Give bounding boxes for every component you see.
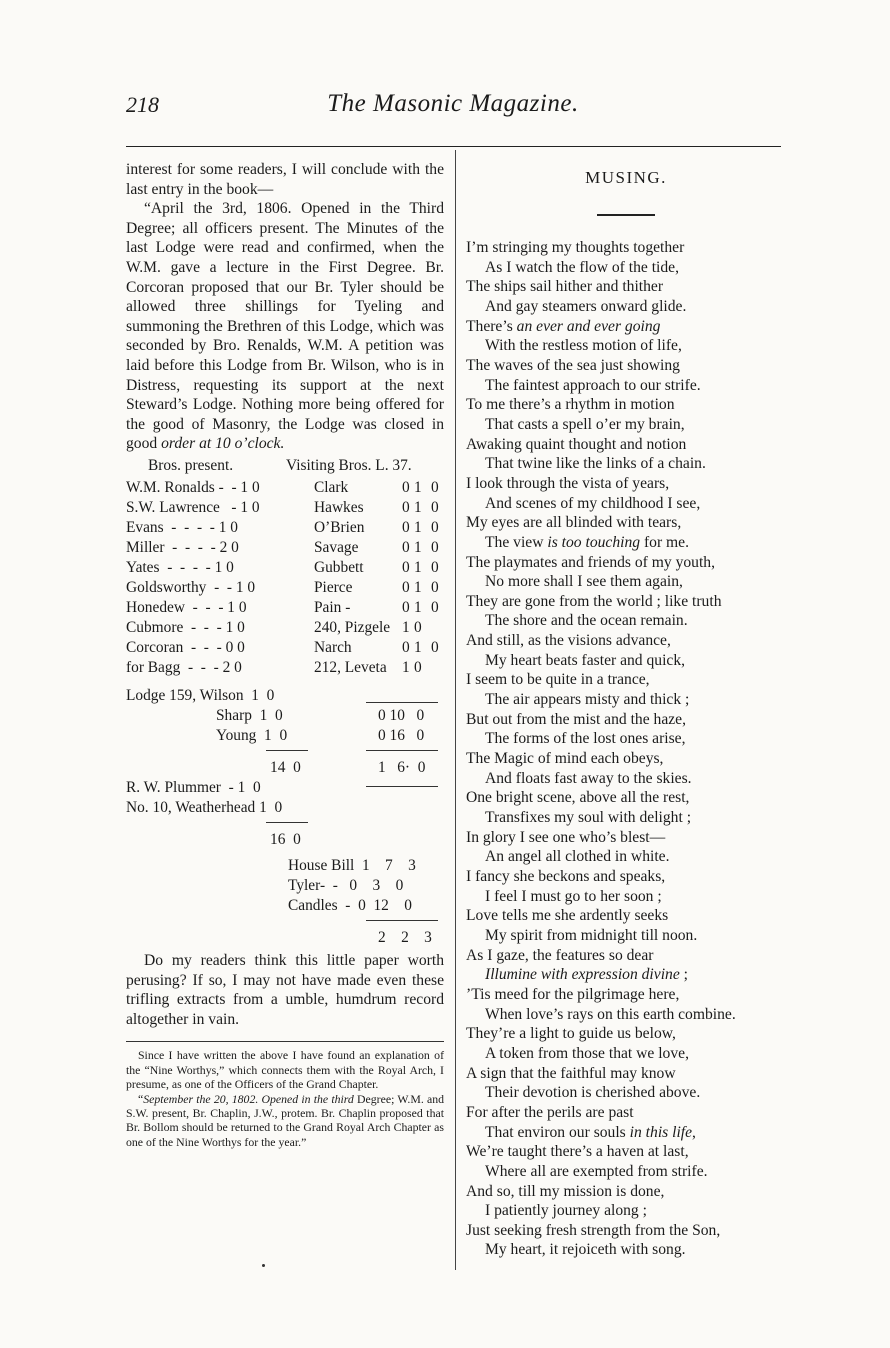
magazine-title: The Masonic Magazine. bbox=[327, 90, 579, 117]
poem-line: My spirit from midnight till noon. bbox=[485, 926, 698, 944]
grand-total: 2 2 3 bbox=[378, 928, 432, 946]
member-row: Corcoran - - - 0 0 bbox=[126, 638, 245, 656]
poem-line-text: ; bbox=[679, 966, 688, 984]
poem-line: My heart beats faster and quick, bbox=[485, 651, 686, 669]
poem-title: MUSING. bbox=[585, 168, 667, 187]
poem-line: And scenes of my childhood I see, bbox=[485, 494, 701, 512]
young-row: Young 1 0 bbox=[216, 726, 288, 744]
right-column bbox=[466, 162, 786, 1260]
visitor-amount-s: 0 bbox=[402, 478, 410, 496]
page-header bbox=[126, 92, 780, 132]
visitor-name: O’Brien bbox=[314, 518, 365, 536]
visitor-name: Clark bbox=[314, 478, 349, 496]
poem-line: And gay steamers onward glide. bbox=[485, 297, 687, 315]
poem-line: They’re a light to guide us below, bbox=[466, 1025, 676, 1043]
poem-line: Their devotion is cherished above. bbox=[485, 1084, 701, 1102]
poem-line-text: , bbox=[692, 1123, 696, 1141]
visitor-amount-s: 0 bbox=[402, 558, 410, 576]
poem-line-text: There’s bbox=[466, 317, 517, 335]
poem-line: And so, till my mission is done, bbox=[466, 1182, 665, 1200]
visitor-amount-d: 1 bbox=[414, 598, 422, 616]
visitor-amount-s: 1 bbox=[402, 658, 410, 676]
footnote-rule bbox=[126, 1041, 444, 1042]
footnote-1: Since I have written the above I have found an explanation of the “Nine Worthys,” which connects them with the Royal Arch, I presume, as one of the Officers of the Grand Chapter. bbox=[126, 1048, 444, 1092]
subtotal-left: 14 0 bbox=[270, 758, 301, 776]
house-bill-row: House Bill 1 7 3 bbox=[288, 856, 416, 874]
candles-row: Candles - 0 12 0 bbox=[288, 896, 412, 914]
visitor-amount-s: 0 bbox=[402, 538, 410, 556]
visitor-amount-f: 0 bbox=[431, 518, 439, 536]
minutes-italic: order at 10 o’clock. bbox=[161, 435, 285, 453]
member-row: Miller - - - - 2 0 bbox=[126, 538, 239, 556]
poem-line: Just seeking fresh strength from the Son, bbox=[466, 1221, 721, 1239]
visitor-amount-s: 0 bbox=[402, 518, 410, 536]
poem-line: The Magic of mind each obeys, bbox=[466, 750, 664, 768]
poem-line: In glory I see one who’s blest— bbox=[466, 828, 666, 846]
poem-line-italic: an ever and ever going bbox=[516, 317, 661, 335]
poem-line: Awaking quaint thought and notion bbox=[466, 435, 687, 453]
visiting-bros-header: Visiting Bros. L. 37. bbox=[286, 456, 412, 474]
footnote-2-quote: “ bbox=[138, 1091, 144, 1106]
visitor-amount-f: 0 bbox=[431, 498, 439, 516]
member-row: W.M. Ronalds - - 1 0 bbox=[126, 478, 260, 496]
visitor-amount-f: 0 bbox=[431, 558, 439, 576]
visitor-amount-s: 0 bbox=[402, 578, 410, 596]
poem-title-rule bbox=[597, 214, 655, 216]
poem-line: And still, as the visions advance, bbox=[466, 632, 671, 650]
total-left: 16 0 bbox=[270, 830, 301, 848]
rule-5 bbox=[266, 822, 308, 823]
plummer-row: R. W. Plummer - 1 0 bbox=[126, 778, 261, 796]
poem-line bbox=[466, 533, 786, 553]
visitor-name: Narch bbox=[314, 638, 352, 656]
poem-line: I seem to be quite in a trance, bbox=[466, 671, 650, 689]
poem-line: The air appears misty and thick ; bbox=[485, 691, 690, 709]
poem-line: That twine like the links of a chain. bbox=[485, 455, 706, 473]
poem-line: A sign that the faithful may know bbox=[466, 1064, 676, 1082]
poem-line-italic: is too touching bbox=[547, 533, 641, 551]
poem-line: A token from those that we love, bbox=[485, 1044, 689, 1062]
poem-line: The forms of the lost ones arise, bbox=[485, 730, 686, 748]
poem-line: They are gone from the world ; like truth bbox=[466, 592, 722, 610]
member-row: for Bagg - - - 2 0 bbox=[126, 658, 242, 676]
poem-line: My heart, it rejoiceth with song. bbox=[485, 1241, 686, 1259]
poem-line: As I gaze, the features so dear bbox=[466, 946, 654, 964]
visitor-name: 212, Leveta bbox=[314, 658, 387, 676]
visitor-amount-f: 0 bbox=[431, 538, 439, 556]
poem-line-text: The view bbox=[485, 533, 548, 551]
poem-line: I fancy she beckons and speaks, bbox=[466, 868, 666, 885]
visitor-amount-d: 1 bbox=[414, 478, 422, 496]
poem-line: No more shall I see them again, bbox=[485, 573, 683, 591]
poem-line: One bright scene, above all the rest, bbox=[466, 789, 690, 807]
weatherhead-row: No. 10, Weatherhead 1 0 bbox=[126, 798, 283, 816]
poem-line bbox=[466, 317, 786, 337]
poem-line-italic: Illumine with expression divine bbox=[485, 966, 680, 984]
poem-line bbox=[466, 1123, 786, 1143]
rule-3 bbox=[366, 750, 438, 751]
visitor-amount-d: 1 bbox=[414, 638, 422, 656]
poem-line: To me there’s a rhythm in motion bbox=[466, 396, 675, 414]
poem-line: With the restless motion of life, bbox=[485, 337, 682, 355]
paragraph-closing: Do my readers think this little paper worth perusing? If so, I may not have made even these trifling extracts from a umble, humdrum record altogether in vain. bbox=[126, 951, 444, 1028]
poem-line: The ships sail hither and thither bbox=[466, 278, 664, 296]
visitor-name: Savage bbox=[314, 538, 359, 556]
subtotal-right: 1 6· 0 bbox=[378, 758, 426, 776]
member-row: Honedew - - - 1 0 bbox=[126, 598, 247, 616]
visitor-amount-f: 0 bbox=[431, 578, 439, 596]
visitor-name: Gubbett bbox=[314, 558, 364, 576]
visitor-amount-d: 0 bbox=[414, 618, 422, 636]
poem-line: I look through the vista of years, bbox=[466, 474, 670, 492]
footnote-2-text: Degree; W.M. and S.W. present, Br. Chaplin, J.W., protem. Br. Chaplin proposed that Br. Bollom should be returned to the Grand Royal Arch Chapter as one of the Nine Worthys for the year.” bbox=[126, 1091, 444, 1149]
poem-line: As I watch the flow of the tide, bbox=[485, 258, 680, 276]
visitor-amount-s: 0 bbox=[402, 638, 410, 656]
page-number: 218 bbox=[126, 92, 159, 117]
poem-line: When love’s rays on this earth combine. bbox=[485, 1005, 736, 1023]
column-divider bbox=[455, 150, 456, 1270]
visitor-amount-f: 0 bbox=[431, 638, 439, 656]
poem-line bbox=[466, 965, 786, 985]
minutes-text: “April the 3rd, 1806. Opened in the Third Degree; all officers present. The Minutes of the last Lodge were read and confirmed, when the W.M. gave a lecture in the First Degree. Br. Corcoran proposed that our Br. Tyler should be allowed three shillings for Tyeling and summoning the Brethren of this Lodge, which was seconded by Bro. Renalds, W.M. A petition was laid before this Lodge from Br. Wilson, who is in Distress, requesting its support at the next Steward’s Lodge. Nothing more being offered for the good of Masonry, the Lodge was closed in good bbox=[126, 200, 444, 453]
poem-line-text: That environ our souls bbox=[485, 1123, 630, 1141]
rule-1 bbox=[366, 702, 438, 703]
visitor-amount-f: 0 bbox=[431, 478, 439, 496]
visitor-amount-d: 1 bbox=[414, 518, 422, 536]
rule-4 bbox=[366, 786, 438, 787]
member-row: Cubmore - - - 1 0 bbox=[126, 618, 245, 636]
visitor-name: Pierce bbox=[314, 578, 353, 596]
member-row: Evans - - - - 1 0 bbox=[126, 518, 238, 536]
poem-line: The waves of the sea just showing bbox=[466, 356, 680, 374]
visitor-amount-d: 1 bbox=[414, 538, 422, 556]
paragraph-continuation: interest for some readers, I will conclude with the last entry in the book— bbox=[126, 161, 444, 198]
poem-line: I patiently journey along ; bbox=[485, 1202, 647, 1220]
bros-present-header: Bros. present. bbox=[148, 456, 234, 474]
visitor-amount-s: 0 bbox=[402, 598, 410, 616]
member-row: Yates - - - - 1 0 bbox=[126, 558, 234, 576]
visitor-amount-d: 1 bbox=[414, 558, 422, 576]
accounts-table bbox=[126, 456, 444, 951]
visitor-amount-s: 0 bbox=[402, 498, 410, 516]
poem-body bbox=[466, 238, 786, 1260]
sharp-amount: 0 10 0 bbox=[378, 706, 425, 724]
header-rule bbox=[126, 146, 781, 147]
poem-line: I’m stringing my thoughts together bbox=[466, 239, 685, 256]
poem-line: The playmates and friends of my youth, bbox=[466, 553, 716, 571]
poem-line: Transfixes my soul with delight ; bbox=[485, 809, 692, 827]
visitor-amount-d: 1 bbox=[414, 578, 422, 596]
tyler-row: Tyler- - 0 3 0 bbox=[288, 876, 404, 894]
poem-line: We’re taught there’s a haven at last, bbox=[466, 1143, 689, 1161]
poem-line: That casts a spell o’er my brain, bbox=[485, 415, 685, 433]
visitor-name: Pain - bbox=[314, 598, 351, 616]
footnote-2 bbox=[126, 1092, 444, 1150]
poem-line: An angel all clothed in white. bbox=[485, 848, 670, 866]
young-amount: 0 16 0 bbox=[378, 726, 425, 744]
poem-line: The faintest approach to our strife. bbox=[485, 376, 701, 394]
poem-line-text: for me. bbox=[640, 533, 689, 551]
poem-line: And floats fast away to the skies. bbox=[485, 769, 692, 787]
visitor-amount-d: 0 bbox=[414, 658, 422, 676]
visitor-amount-f: 0 bbox=[431, 598, 439, 616]
visitor-name: Hawkes bbox=[314, 498, 364, 516]
ink-dot bbox=[262, 1264, 265, 1267]
poem-line: The shore and the ocean remain. bbox=[485, 612, 688, 630]
poem-line: My eyes are all blinded with tears, bbox=[466, 514, 682, 532]
poem-line: ’Tis meed for the pilgrimage here, bbox=[466, 985, 680, 1003]
footnote-2-italic: September the 20, 1802. Opened in the third bbox=[143, 1091, 354, 1106]
sharp-row: Sharp 1 0 bbox=[216, 706, 283, 724]
poem-line: But out from the mist and the haze, bbox=[466, 710, 686, 728]
poem-line-italic: in this life bbox=[629, 1123, 693, 1141]
lodge-159-row: Lodge 159, Wilson 1 0 bbox=[126, 686, 275, 704]
left-column bbox=[126, 160, 444, 1149]
visitor-amount-d: 1 bbox=[414, 498, 422, 516]
visitor-name: 240, Pizgele bbox=[314, 618, 391, 636]
poem-line: Love tells me she ardently seeks bbox=[466, 907, 669, 925]
rule-6 bbox=[366, 920, 438, 921]
poem-line: For after the perils are past bbox=[466, 1103, 634, 1121]
member-row: Goldsworthy - - 1 0 bbox=[126, 578, 256, 596]
poem-line: I feel I must go to her soon ; bbox=[485, 887, 662, 905]
paragraph-minutes bbox=[126, 199, 444, 454]
rule-2 bbox=[266, 750, 308, 751]
visitor-amount-s: 1 bbox=[402, 618, 410, 636]
poem-line: Where all are exempted from strife. bbox=[485, 1162, 708, 1180]
member-row: S.W. Lawrence - 1 0 bbox=[126, 498, 260, 516]
